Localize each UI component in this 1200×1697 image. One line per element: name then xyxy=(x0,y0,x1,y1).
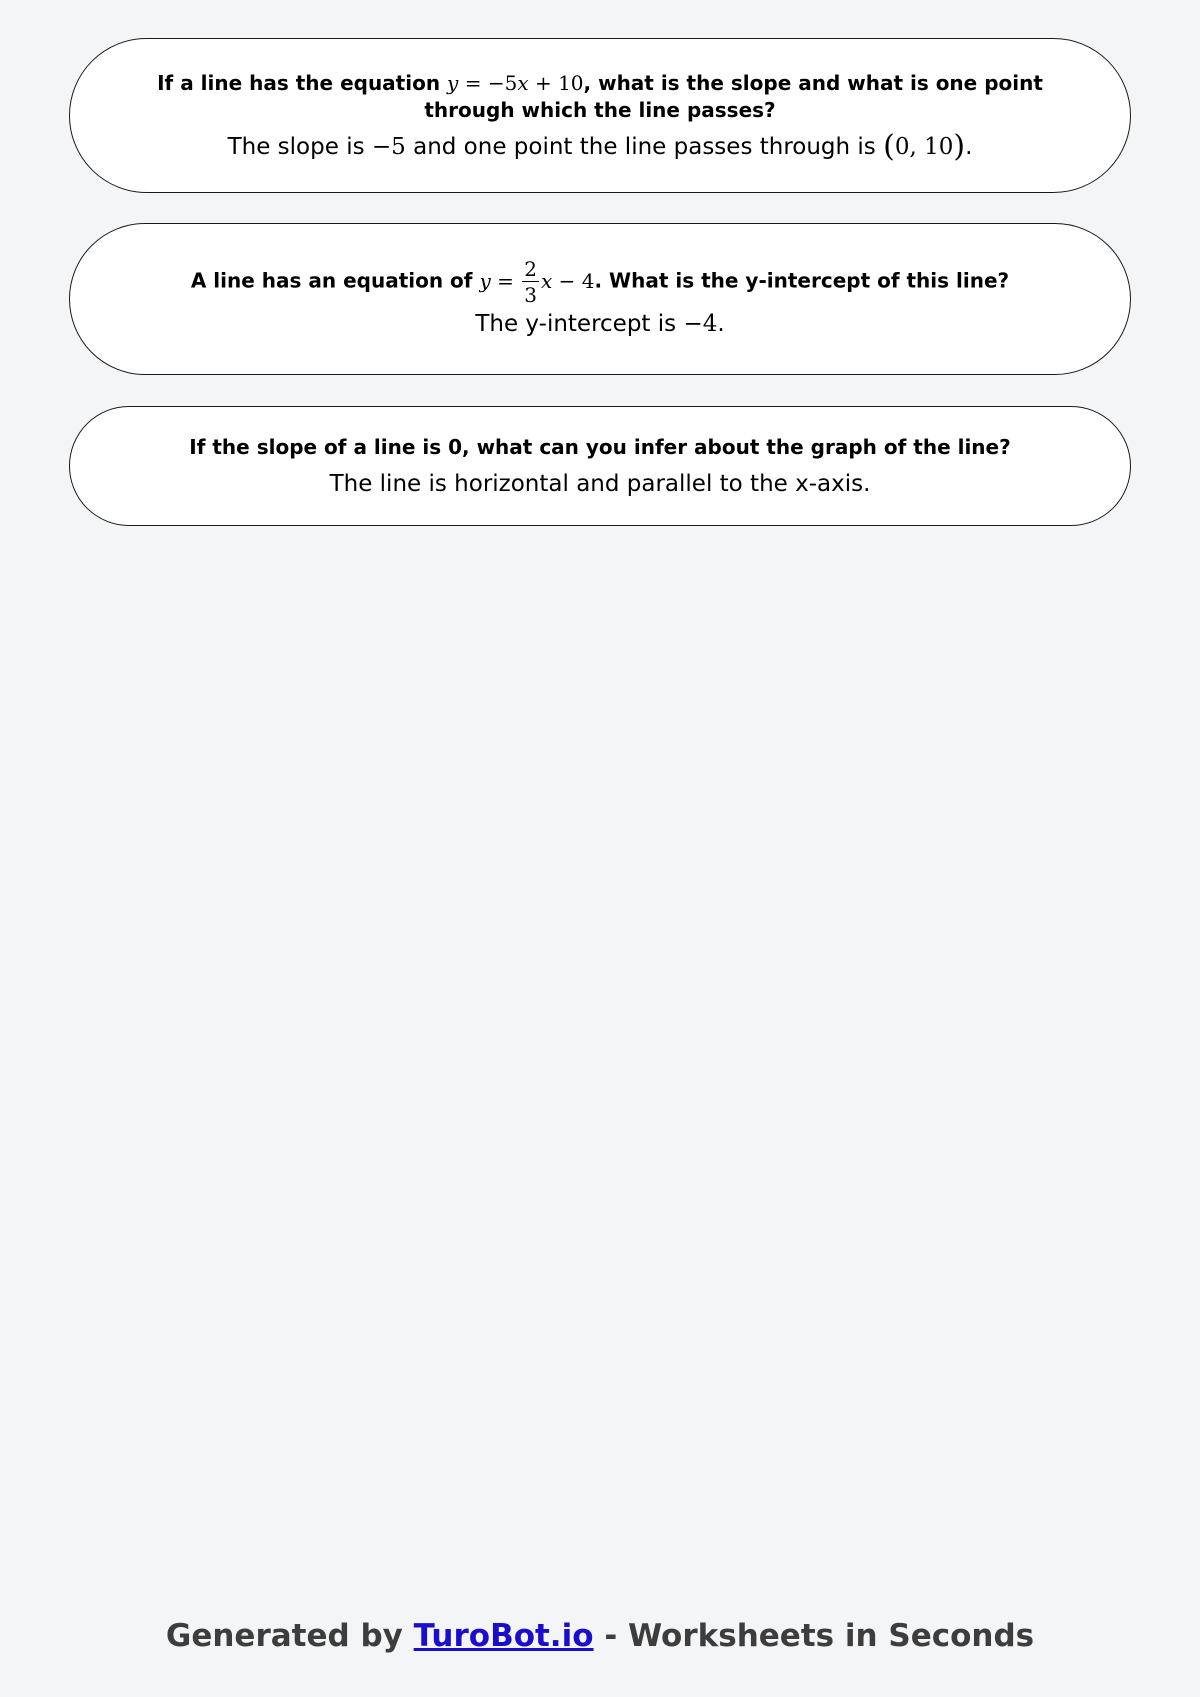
answer-2-prefix: The y-intercept is xyxy=(475,311,677,337)
question-1-suffix: , what is the slope and what is one point through which the line passes? xyxy=(424,70,1043,122)
question-2-suffix: . What is the y-intercept of this line? xyxy=(594,268,1010,293)
answer-2 xyxy=(475,309,724,339)
question-3: If the slope of a line is 0, what can you infer about the graph of the line? xyxy=(189,434,1011,459)
answer-1-prefix: The slope is xyxy=(227,133,365,160)
flashcard-2 xyxy=(69,223,1131,375)
question-2-prefix: A line has an equation of xyxy=(190,268,473,293)
answer-1 xyxy=(227,128,973,164)
answer-2-suffix: . xyxy=(717,311,725,337)
question-2-fraction xyxy=(522,259,539,305)
question-1 xyxy=(70,70,1130,124)
flashcard-3 xyxy=(69,406,1131,526)
answer-1-slope: −5 xyxy=(371,133,406,160)
turobot-link[interactable]: TuroBot.io xyxy=(413,1618,594,1654)
flashcard-1 xyxy=(69,38,1131,193)
fraction-denominator: 3 xyxy=(524,283,537,307)
footer xyxy=(0,1618,1200,1654)
answer-1-suffix: . xyxy=(965,133,973,160)
question-1-prefix: If a line has the equation xyxy=(157,70,441,95)
answer-2-value: −4 xyxy=(683,311,718,337)
fraction-numerator: 2 xyxy=(524,257,537,281)
answer-3: The line is horizontal and parallel to the x-axis. xyxy=(329,470,871,497)
answer-1-point: (0, 10) xyxy=(883,128,966,164)
question-1-equation: y = −5x + 10 xyxy=(447,70,584,95)
question-2-equation: y = $\frac{2}{3}$ x − 4 xyxy=(479,257,595,307)
footer-prefix: Generated by xyxy=(165,1618,403,1654)
question-2 xyxy=(131,259,1069,305)
footer-suffix: - Worksheets in Seconds xyxy=(604,1618,1035,1654)
answer-1-middle: and one point the line passes through is xyxy=(413,133,876,160)
